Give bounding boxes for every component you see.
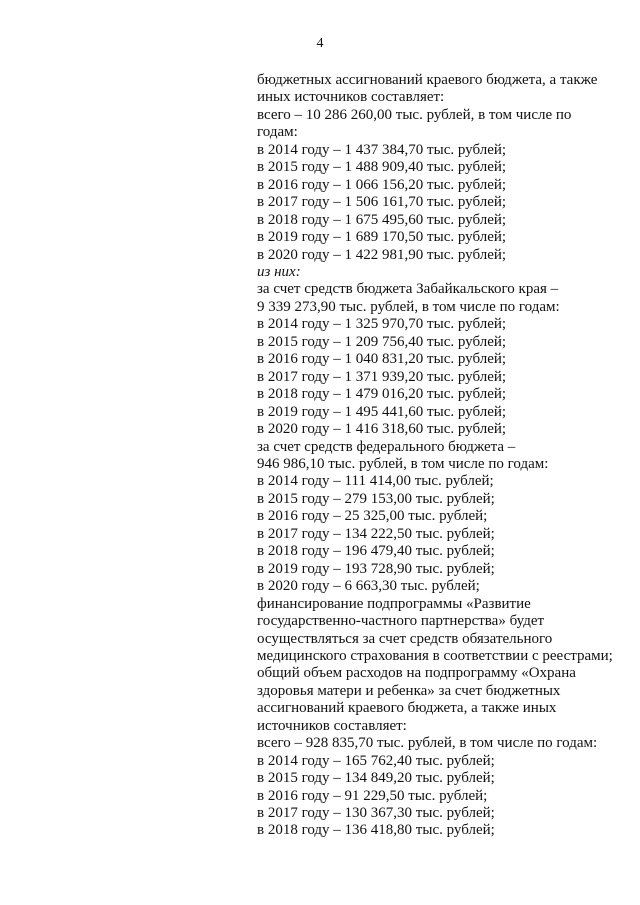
text-line: в 2014 году – 1 437 384,70 тыс. рублей; [257,141,507,158]
text-line: годам: [257,124,298,141]
text-line: за счет средств федерального бюджета – [257,438,516,455]
text-line: в 2019 году – 1 495 441,60 тыс. рублей; [257,403,507,420]
text-line: в 2016 году – 1 040 831,20 тыс. рублей; [257,351,507,368]
text-line: в 2019 году – 193 728,90 тыс. рублей; [257,560,495,577]
text-line: в 2015 году – 134 849,20 тыс. рублей; [257,770,495,787]
text-line: в 2014 году – 1 325 970,70 тыс. рублей; [257,316,507,333]
text-line: в 2019 году – 1 689 170,50 тыс. рублей; [257,229,507,246]
text-line: в 2017 году – 134 222,50 тыс. рублей; [257,525,495,542]
text-line: в 2020 году – 1 416 318,60 тыс. рублей; [257,421,507,438]
text-line: в 2014 году – 165 762,40 тыс. рублей; [257,752,495,769]
text-line: в 2015 году – 1 209 756,40 тыс. рублей; [257,333,507,350]
text-line: в 2016 году – 1 066 156,20 тыс. рублей; [257,176,507,193]
text-line: из них: [257,263,301,280]
text-line: в 2016 году – 25 325,00 тыс. рублей; [257,508,488,525]
text-line: в 2020 году – 6 663,30 тыс. рублей; [257,578,480,595]
text-line: в 2018 году – 196 479,40 тыс. рублей; [257,543,495,560]
text-line: общий объем расходов на подпрограмму «Охрана [257,665,576,682]
document-body [257,72,627,840]
text-line: в 2017 году – 1 506 161,70 тыс. рублей; [257,194,507,211]
text-line: за счет средств бюджета Забайкальского края – [257,281,559,298]
text-line: ассигнований краевого бюджета, а также иных [257,700,557,717]
text-line: здоровья матери и ребенка» за счет бюджетных [257,682,561,699]
text-line: всего – 928 835,70 тыс. рублей, в том числе по годам: [257,735,598,752]
text-line: медицинского страхования в соответствии с реестрами; [257,647,613,664]
text-line: в 2016 году – 91 229,50 тыс. рублей; [257,787,488,804]
text-line: источников составляет: [257,717,407,734]
text-line: иных источников составляет: [257,89,445,106]
text-line: в 2018 году – 1 479 016,20 тыс. рублей; [257,386,507,403]
text-line: в 2018 году – 1 675 495,60 тыс. рублей; [257,211,507,228]
text-line: в 2020 году – 1 422 981,90 тыс. рублей; [257,246,507,263]
text-line: финансирование подпрограммы «Развитие [257,595,531,612]
text-line: государственно-частного партнерства» будет [257,613,545,630]
text-line: 9 339 273,90 тыс. рублей, в том числе по годам: [257,298,560,315]
text-line: осуществляться за счет средств обязательного [257,630,553,647]
text-line: бюджетных ассигнований краевого бюджета, а также [257,72,598,88]
text-line: в 2017 году – 1 371 939,20 тыс. рублей; [257,368,507,385]
text-line: в 2017 году – 130 367,30 тыс. рублей; [257,805,495,822]
text-line: в 2018 году – 136 418,80 тыс. рублей; [257,822,495,839]
text-line: всего – 10 286 260,00 тыс. рублей, в том числе по [257,106,572,123]
text-line: 946 986,10 тыс. рублей, в том числе по годам: [257,455,549,472]
text-line: в 2014 году – 111 414,00 тыс. рублей; [257,473,494,490]
page-number: 4 [316,36,324,51]
text-line: в 2015 году – 1 488 909,40 тыс. рублей; [257,159,507,176]
text-line: в 2015 году – 279 153,00 тыс. рублей; [257,490,495,507]
